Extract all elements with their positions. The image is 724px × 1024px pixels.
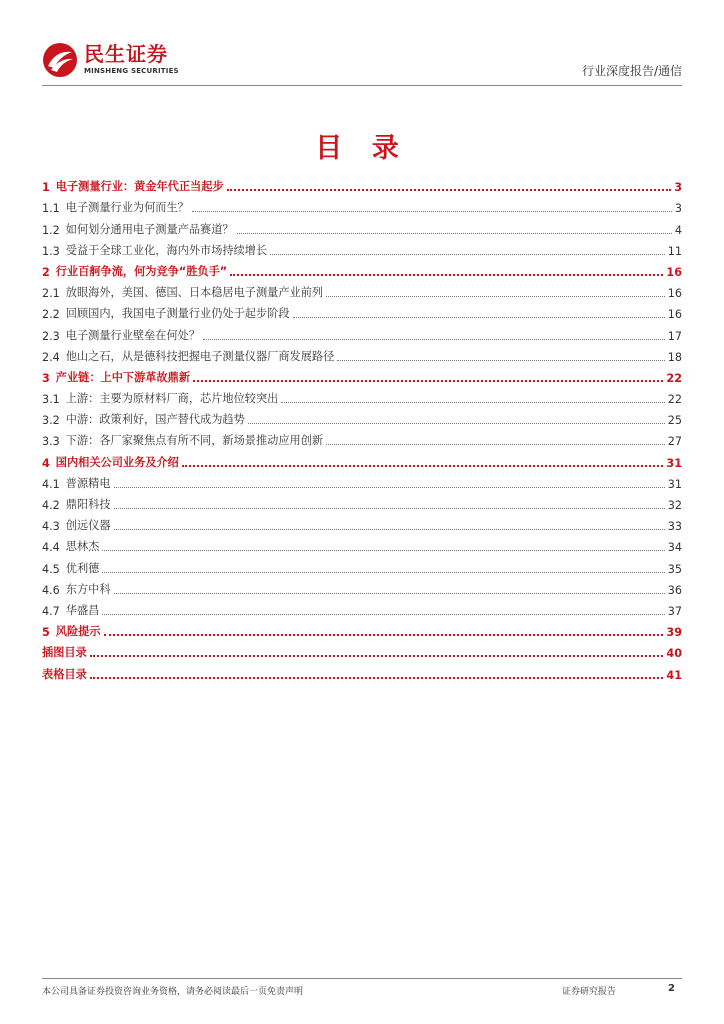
toc-entry-number: 4.6 xyxy=(42,583,60,597)
toc-entry-page: 31 xyxy=(666,456,682,470)
toc-entry-title: 回顾国内，我国电子测量行业仍处于起步阶段 xyxy=(65,307,290,321)
toc-entry[interactable] xyxy=(42,321,682,342)
toc-leader-dots xyxy=(90,655,664,657)
toc-entry-number: 3 xyxy=(42,371,50,385)
toc-entry[interactable] xyxy=(42,279,682,300)
toc-leader-dots xyxy=(203,339,665,340)
toc-entry-number: 1.2 xyxy=(42,223,60,237)
toc-leader-dots xyxy=(337,360,664,361)
toc-entry-number: 4.4 xyxy=(42,541,60,555)
toc-entry-page: 16 xyxy=(667,308,682,322)
toc-entry-number: 1.1 xyxy=(42,202,60,216)
toc-leader-dots xyxy=(227,189,672,191)
toc-entry-page: 25 xyxy=(667,414,682,428)
toc-entry[interactable] xyxy=(42,660,682,681)
page-title: 目 录 xyxy=(315,133,409,164)
toc-leader-dots xyxy=(326,444,665,445)
toc-entry[interactable] xyxy=(42,215,682,236)
toc-leader-dots xyxy=(182,465,664,467)
toc-entry[interactable] xyxy=(42,491,682,512)
report-type-label: 行业深度报告/通信 xyxy=(581,64,682,78)
toc-entry-title: 他山之石，从是德科技把握电子测量仪器厂商发展路径 xyxy=(65,349,335,363)
toc-entry-number: 1 xyxy=(42,181,50,195)
toc-entry-page: 27 xyxy=(667,435,682,449)
toc-entry-title: 产业链：上中下游革故鼎新 xyxy=(55,370,191,384)
toc-entry-title: 电子测量行业壁垒在何处？ xyxy=(65,328,201,342)
toc-entry-title: 插图目录 xyxy=(42,646,87,660)
footer-page-number: 2 xyxy=(668,983,675,994)
toc-entry-page: 34 xyxy=(667,541,682,555)
toc-entry-page: 32 xyxy=(667,499,682,512)
toc-entry-title: 受益于全球工业化，海内外市场持续增长 xyxy=(65,243,268,257)
footer-doc-type: 证券研究报告 xyxy=(562,987,617,997)
toc-entry-page: 3 xyxy=(674,202,682,216)
toc-leader-dots xyxy=(230,274,663,276)
toc-entry-number: 4.1 xyxy=(42,477,60,491)
toc-entry[interactable] xyxy=(42,470,682,491)
toc-entry-number: 4.2 xyxy=(42,499,60,512)
toc-entry-page: 16 xyxy=(666,265,682,279)
toc-entry-title: 上游：主要为原材料厂商，芯片地位较突出 xyxy=(65,392,279,406)
toc-entry-page: 39 xyxy=(666,626,682,640)
toc-entry-number: 1.3 xyxy=(42,244,60,258)
toc-leader-dots xyxy=(114,508,665,509)
toc-entry[interactable] xyxy=(42,385,682,406)
minsheng-logo-icon xyxy=(42,42,78,78)
toc-entry[interactable] xyxy=(42,194,682,215)
toc-entry-title: 表格目录 xyxy=(42,667,87,681)
toc-entry-title: 普源精电 xyxy=(65,476,111,490)
toc-entry-page: 18 xyxy=(667,350,682,364)
toc-entry-title: 如何划分通用电子测量产品赛道？ xyxy=(65,222,234,236)
toc-leader-dots xyxy=(114,487,665,488)
toc-entry[interactable] xyxy=(42,173,682,194)
toc-entry-number: 2.3 xyxy=(42,329,60,343)
toc-entry-page: 3 xyxy=(674,181,682,195)
toc-entry-number: 4 xyxy=(42,456,50,470)
toc-entry[interactable] xyxy=(42,406,682,427)
toc-entry-title: 东方中科 xyxy=(65,582,111,596)
toc-entry-title: 下游：各厂家聚焦点有所不同，新场景推动应用创新 xyxy=(65,434,324,448)
toc-entry-number: 4.5 xyxy=(42,562,60,576)
page-header xyxy=(42,40,682,86)
toc-entry-page: 35 xyxy=(667,562,682,576)
toc-leader-dots xyxy=(114,593,665,594)
toc-entry-page: 37 xyxy=(667,604,682,618)
toc-entry-page: 22 xyxy=(667,393,682,407)
toc-leader-dots xyxy=(102,614,664,615)
toc-entry[interactable] xyxy=(42,512,682,533)
toc-entry-number: 3.3 xyxy=(42,435,60,449)
toc-entry-page: 40 xyxy=(666,647,682,661)
toc-leader-dots xyxy=(102,550,664,551)
header-divider xyxy=(42,85,682,86)
toc-entry-page: 16 xyxy=(667,287,682,301)
toc-leader-dots xyxy=(293,317,665,318)
toc-entry-number: 3.1 xyxy=(42,393,60,407)
toc-entry[interactable] xyxy=(42,258,682,279)
table-of-contents xyxy=(42,173,682,682)
toc-entry-title: 优利德 xyxy=(65,561,100,575)
toc-entry[interactable] xyxy=(42,300,682,321)
toc-entry-number: 2.4 xyxy=(42,350,60,364)
toc-entry-title: 放眼海外，美国、德国、日本稳居电子测量产业前列 xyxy=(65,286,324,300)
toc-entry[interactable] xyxy=(42,364,682,385)
toc-entry-number: 2 xyxy=(42,265,50,279)
logo-text-en: MINSHENG SECURITIES xyxy=(84,67,179,75)
toc-entry-number: 4.3 xyxy=(42,520,60,534)
toc-entry[interactable] xyxy=(42,554,682,575)
toc-entry[interactable] xyxy=(42,639,682,660)
toc-entry-title: 电子测量行业为何而生？ xyxy=(65,201,189,215)
toc-leader-dots xyxy=(193,380,663,382)
toc-entry[interactable] xyxy=(42,448,682,469)
toc-entry-title: 国内相关公司业务及介绍 xyxy=(55,455,179,469)
toc-entry-title: 中游：政策利好，国产替代成为趋势 xyxy=(65,413,245,427)
toc-entry-number: 3.2 xyxy=(42,414,60,428)
toc-entry[interactable] xyxy=(42,597,682,618)
toc-entry-number: 5 xyxy=(42,626,50,640)
toc-entry-number: 2.2 xyxy=(42,308,60,322)
toc-leader-dots xyxy=(90,677,664,679)
toc-leader-dots xyxy=(114,529,665,530)
toc-entry-page: 41 xyxy=(666,668,682,682)
toc-leader-dots xyxy=(326,296,665,297)
toc-entry-page: 31 xyxy=(667,477,682,491)
toc-entry-title: 创远仪器 xyxy=(65,519,111,533)
toc-entry-title: 鼎阳科技 xyxy=(65,498,111,511)
toc-entry[interactable] xyxy=(42,576,682,597)
footer-disclaimer: 本公司具备证券投资咨询业务资格，请务必阅读最后一页免责声明 xyxy=(42,987,304,997)
toc-entry-page: 33 xyxy=(667,520,682,534)
toc-entry[interactable] xyxy=(42,618,682,639)
toc-leader-dots xyxy=(270,254,665,255)
toc-entry-number: 4.7 xyxy=(42,604,60,618)
logo-text-cn: 民生证券 xyxy=(84,42,168,66)
toc-entry[interactable] xyxy=(42,427,682,448)
toc-entry-title: 思林杰 xyxy=(65,540,100,554)
toc-entry-page: 11 xyxy=(667,244,682,258)
toc-entry-page: 4 xyxy=(674,223,682,237)
toc-entry-page: 22 xyxy=(666,371,682,385)
toc-entry-number: 2.1 xyxy=(42,287,60,301)
toc-leader-dots xyxy=(237,233,672,234)
footer-divider xyxy=(42,978,682,979)
toc-entry[interactable] xyxy=(42,533,682,554)
toc-leader-dots xyxy=(192,211,672,212)
toc-entry[interactable] xyxy=(42,237,682,258)
toc-entry-title: 行业百舸争流，何为竞争“胜负手” xyxy=(55,264,228,278)
toc-entry-page: 36 xyxy=(667,583,682,597)
toc-leader-dots xyxy=(281,402,664,403)
toc-entry-page: 17 xyxy=(667,329,682,343)
toc-leader-dots xyxy=(102,572,664,573)
toc-entry-title: 华盛昌 xyxy=(65,603,100,617)
toc-leader-dots xyxy=(104,634,664,636)
toc-entry[interactable] xyxy=(42,343,682,364)
toc-entry-title: 风险提示 xyxy=(55,625,101,639)
toc-leader-dots xyxy=(248,423,665,424)
toc-entry-title: 电子测量行业：黄金年代正当起步 xyxy=(55,180,224,194)
